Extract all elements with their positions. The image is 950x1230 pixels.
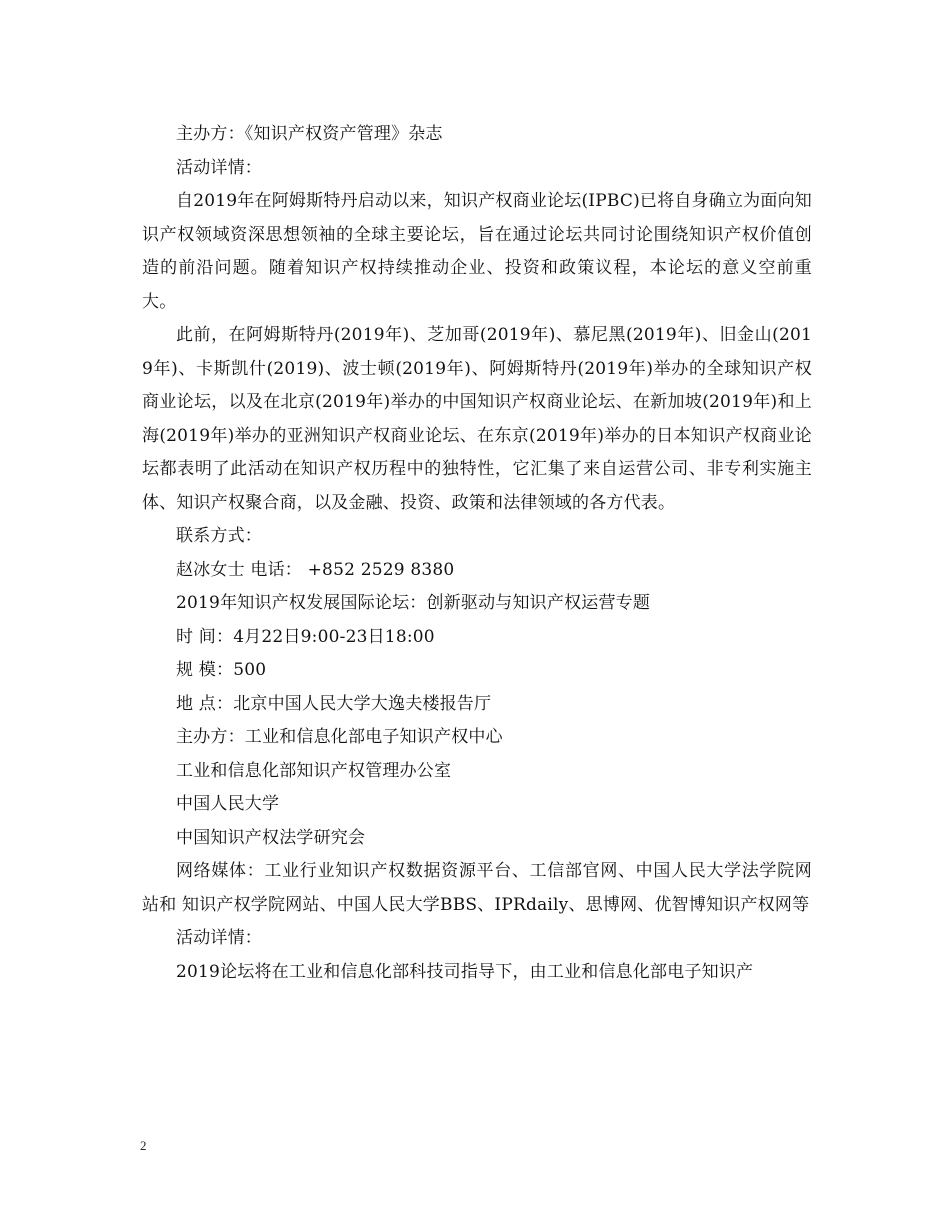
forum-organizer-4: 中国知识产权法学研究会 xyxy=(176,827,366,848)
forum-organizer-2: 工业和信息化部知识产权管理办公室 xyxy=(176,760,452,781)
event-details-heading-2: 活动详情： xyxy=(176,928,262,948)
forum-title: 2019年知识产权发展国际论坛：创新驱动与知识产权运营专题 xyxy=(176,593,651,613)
forum-time: 时 间：4月22日9:00-23日18:00 xyxy=(176,626,435,647)
organizer-line: 主办方：《知识产权资产管理》杂志 xyxy=(176,124,443,144)
ipbc-history-paragraph: 此前，在阿姆斯特丹(2019年)、芝加哥(2019年)、慕尼黑(2019年)、旧金山(2019年)、卡斯凯什(2019)、波士顿(2019年)、阿姆斯特丹(2019年)举办的全球知识产权商业论坛，以及在北京(2019年)举办的中国知识产权商业论坛、在新加坡(2019年)和上海(2019年)举办的亚洲知识产权商业论坛、在东京(2019年)举办的日本知识产权商业论坛都表明了此活动在知识产权历程中的独特性，它汇集了来自运营公司、非专利实施主体、知识产权聚合商，以及金融、投资、政策和法律领域的各方代表。 xyxy=(142,325,812,513)
document-body xyxy=(142,118,812,989)
event-details-heading: 活动详情： xyxy=(176,157,262,178)
forum-organizer: 主办方：工业和信息化部电子知识产权中心 xyxy=(176,727,503,747)
forum-scale: 规 模：500 xyxy=(176,660,267,680)
contact-heading: 联系方式： xyxy=(176,526,262,546)
page-number: 2 xyxy=(140,1138,147,1153)
forum-location: 地 点：北京中国人民大学大逸夫楼报告厅 xyxy=(176,693,492,714)
online-media-line: 网络媒体：工业行业知识产权数据资源平台、工信部官网、中国人民大学法学院网站和 知识产权学院网站、中国人民大学BBS、IPRdaily、思博网、优智博知识产权网等 xyxy=(142,861,812,915)
forum-description-start: 2019论坛将在工业和信息化部科技司指导下，由工业和信息化部电子知识产 xyxy=(176,961,754,982)
ipbc-intro-paragraph: 自2019年在阿姆斯特丹启动以来，知识产权商业论坛(IPBC)已将自身确立为面向知识产权领域资深思想领袖的全球主要论坛，旨在通过论坛共同讨论围绕知识产权价值创造的前沿问题。随着知识产权持续推动企业、投资和政策议程，本论坛的意义空前重大。 xyxy=(142,191,812,312)
forum-organizer-3: 中国人民大学 xyxy=(176,794,280,814)
contact-line: 赵冰女士 电话： +852 2529 8380 xyxy=(176,559,455,580)
